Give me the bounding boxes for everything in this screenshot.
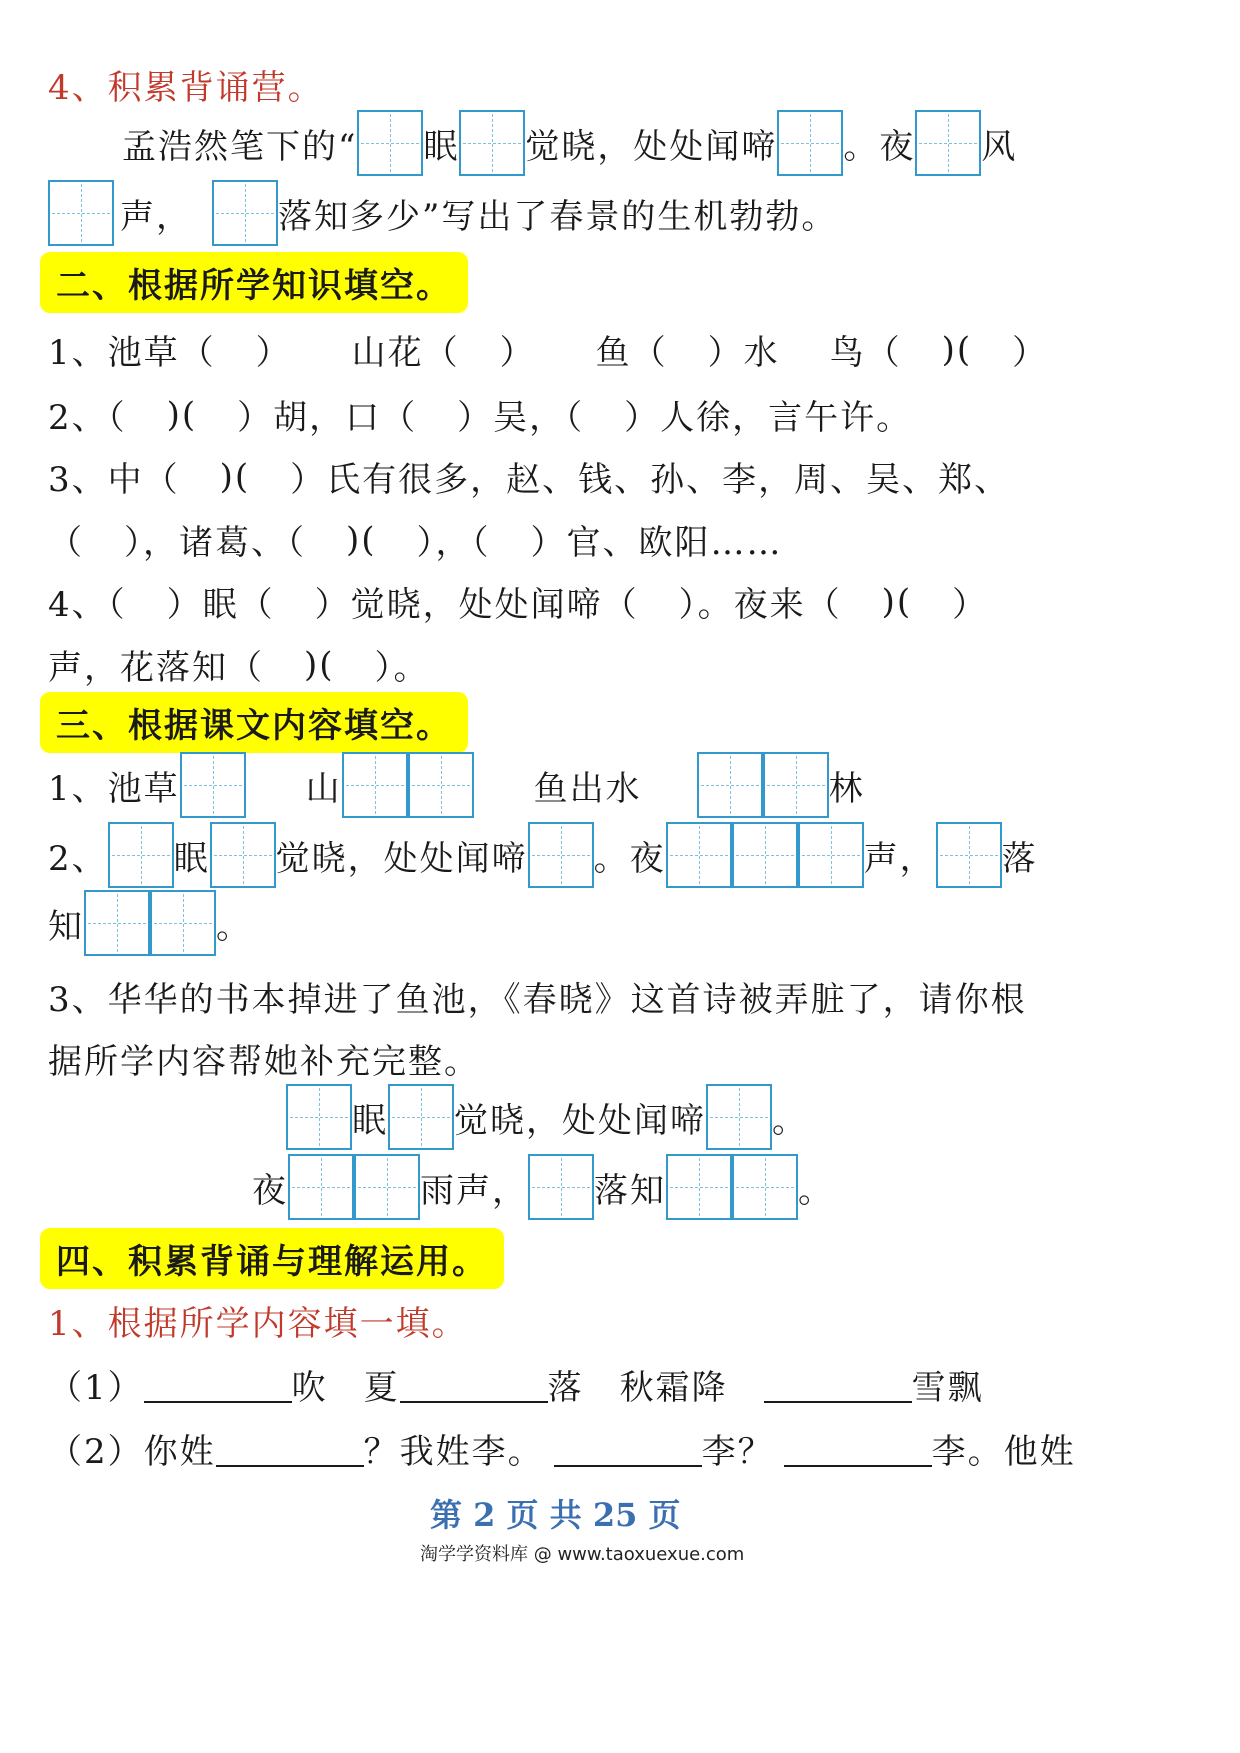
text: 山花（ [351,333,460,373]
text: ）氏有很多，赵、钱、孙、李，周、吴、郑、 [290,460,1011,500]
text: 。夜 [843,126,916,167]
text: 夜 [252,1170,288,1211]
text: 林 [828,768,865,809]
text: )( [881,581,913,622]
answer-box[interactable] [210,822,276,888]
text: 。 [772,1100,808,1141]
text: 。 [798,1170,834,1211]
text: 眠 [352,1100,388,1141]
answer-box[interactable] [180,752,246,818]
text: ），诸葛、（ [124,523,306,563]
question-3-line-1 [48,972,1027,1021]
section-title: 三、根据课文内容填空。 [40,692,468,753]
text: 觉晓，处处闻啼 [275,838,528,879]
text: 觉晓，处处闻啼 [454,1100,706,1141]
text: ） [499,333,536,373]
question-1 [48,752,865,818]
text: 风 [981,126,1018,167]
text: ）眠（ [166,585,275,625]
page-number: 第 2 页 共 25 页 [430,1496,681,1534]
text: ）。 [374,648,430,688]
text: 1、池草 [48,768,180,809]
text: )( [346,519,377,560]
section-title: 四、积累背诵与理解运用。 [40,1228,504,1289]
text: ）胡，口（ [237,398,418,438]
answer-box[interactable] [408,752,474,818]
answer-box[interactable] [777,110,843,176]
question-3-line-1 [48,452,1010,501]
question-2-line-1 [48,822,1038,888]
passage-line-1 [122,110,1017,176]
question-3-line-2 [48,1034,480,1083]
text: )( [219,456,251,497]
text: 3、中（ [48,460,180,500]
section-title: 二、根据所学知识填空。 [40,252,468,313]
passage-line-2 [48,180,837,246]
text: 据所学内容帮她补充完整。 [48,1042,480,1082]
answer-box[interactable] [342,752,408,818]
text: 秋霜降 [619,1368,728,1408]
answer-box[interactable] [48,180,114,246]
question-3-line-2 [48,515,783,564]
answer-box[interactable] [84,890,150,956]
answer-box[interactable] [732,1154,798,1220]
text: ）觉晓，处处闻啼（ [314,585,639,625]
blank-line[interactable] [216,1431,364,1467]
answer-box[interactable] [354,1154,420,1220]
answer-box[interactable] [798,822,864,888]
text: 落知 [594,1170,666,1211]
answer-box[interactable] [936,822,1002,888]
text: 落 [547,1368,584,1408]
text: 声， [120,196,192,237]
text: ），（ [416,523,491,563]
answer-box[interactable] [288,1154,354,1220]
text: 4、（ [48,585,127,625]
text: 2、 [48,838,108,879]
text: （ [48,523,84,563]
source-credit: 淘学学资料库 @ www.taoxuexue.com [420,1544,745,1565]
answer-box[interactable] [915,110,981,176]
text: 1、根据所学内容填一填。 [48,1304,468,1344]
answer-box[interactable] [459,110,525,176]
answer-box[interactable] [108,822,174,888]
heading-text: 4、积累背诵营。 [48,68,324,108]
answer-box[interactable] [706,1084,772,1150]
text: )( [941,329,973,370]
answer-box[interactable] [732,822,798,888]
text: 李？ [701,1432,774,1472]
answer-box[interactable] [528,1154,594,1220]
answer-box[interactable] [666,1154,732,1220]
text: ）。夜来（ [678,585,842,625]
blank-line[interactable] [144,1367,292,1403]
text: 吹 [291,1368,328,1408]
text: （2）你姓 [48,1432,216,1472]
text: 鸟（ [829,333,902,373]
subheading [48,1296,468,1345]
poem-line-2 [252,1154,834,1220]
text: )( [166,394,198,435]
text: 1、池草（ [48,333,216,373]
text: 3、华华的书本掉进了鱼池，《春晓》这首诗被弄脏了，请你根 [48,980,1027,1020]
text: 雨声， [420,1170,528,1211]
text: （1） [48,1368,144,1408]
answer-box[interactable] [388,1084,454,1150]
text: 落知多少”写出了春景的生机勃勃。 [278,196,838,237]
text: 李。他姓 [931,1432,1076,1472]
text: 鱼（ [595,333,668,373]
blank-line[interactable] [764,1367,912,1403]
blank-line[interactable] [784,1431,932,1467]
text: 声， [863,838,936,879]
text: 落 [1001,838,1038,879]
fill-line-2 [48,1424,1076,1473]
section-heading [48,60,324,109]
text: ） [255,333,292,373]
question-2 [48,390,912,439]
question-4-line-2 [48,640,430,689]
text: 。夜 [593,838,666,879]
text: 声，花落知（ [48,648,264,688]
text: 眠 [173,838,210,879]
text: ？我姓李。 [363,1432,544,1472]
text: ） [952,585,989,625]
text: 雪飘 [911,1368,984,1408]
blank-line[interactable] [400,1367,548,1403]
text: ）吴，（ [457,398,585,438]
text: ）水 [707,333,780,373]
blank-line[interactable] [554,1431,702,1467]
text: 知 [48,906,84,947]
poem-line-1 [286,1084,808,1150]
text: )( [304,644,335,685]
answer-box[interactable] [528,822,594,888]
answer-box[interactable] [666,822,732,888]
text: 觉晓，处处闻啼 [525,126,778,167]
question-2-line-2 [48,890,252,956]
question-4-line-1 [48,577,988,626]
answer-box[interactable] [697,752,763,818]
answer-box[interactable] [763,752,829,818]
answer-box[interactable] [150,890,216,956]
text: 鱼出水 [533,768,642,809]
text: 夏 [363,1368,400,1408]
text: 2、（ [48,398,127,438]
text: ）人徐，言午许。 [624,398,913,438]
answer-box[interactable] [286,1084,352,1150]
text: 。 [216,906,252,947]
text: 山 [305,768,342,809]
answer-box[interactable] [357,110,423,176]
text: 孟浩然笔下的“ [122,126,358,167]
text: 眠 [423,126,460,167]
question-1 [48,325,1048,374]
text: ）官、欧阳…… [530,523,783,563]
fill-line-1 [48,1360,984,1409]
text: ） [1012,333,1049,373]
answer-box[interactable] [212,180,278,246]
